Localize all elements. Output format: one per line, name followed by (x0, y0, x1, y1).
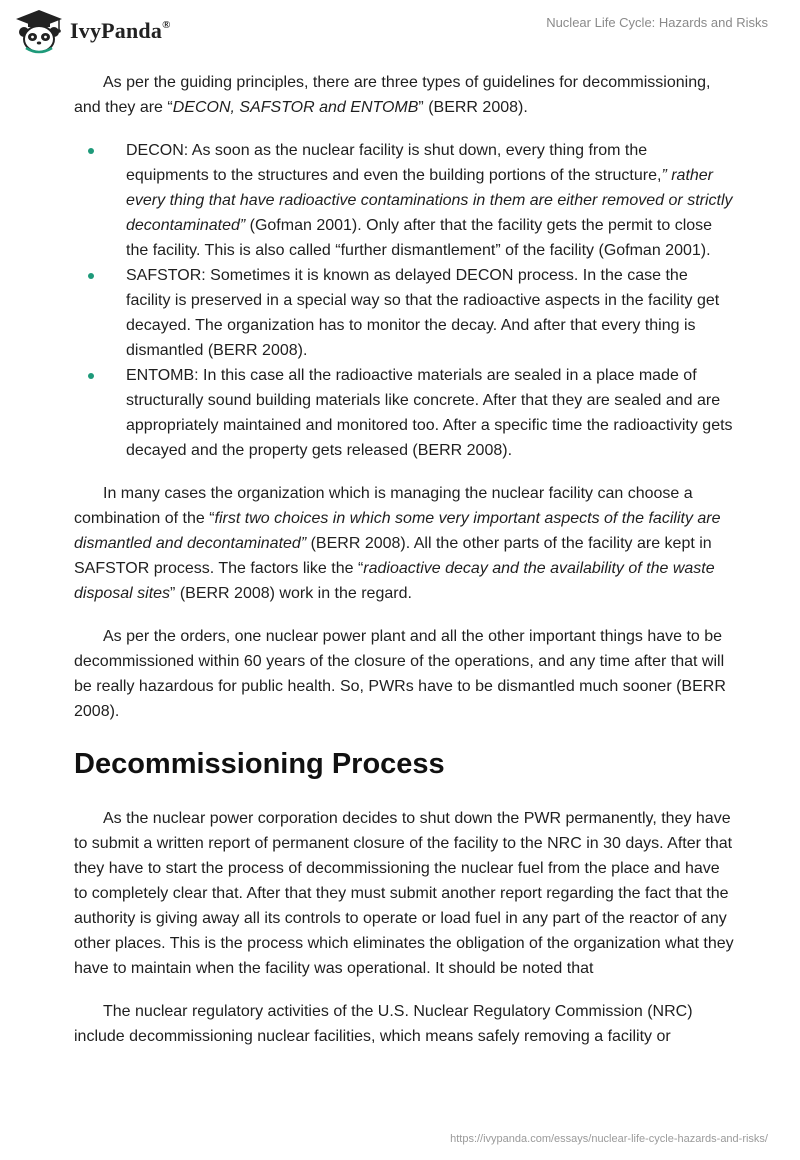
panda-graduate-icon (14, 8, 64, 54)
source-url: https://ivypanda.com/essays/nuclear-life-cycle-hazards-and-risks/ (450, 1133, 768, 1145)
bullet-dot (88, 273, 94, 279)
essay-content (74, 70, 734, 1067)
list-item-safstor: SAFSTOR: Sometimes it is known as delayed DECON process. In the case the facility is preserved in a special way so that the radioactive aspects in the facility get decayed. The organization has to monitor the decay. And after that every thing is dismantled (BERR 2008). (74, 263, 734, 363)
ivypanda-logo[interactable] (14, 8, 171, 54)
list-item-entomb: ENTOMB: In this case all the radioactive materials are sealed in a place made of structurally sound building materials like concrete. After that they are sealed and are appropriately maintained and monitored too. After a specific time the radioactivity gets decayed and the property gets released (BERR 2008). (74, 363, 734, 463)
paragraph-nrc: The nuclear regulatory activities of the U.S. Nuclear Regulatory Commission (NRC) include decommissioning nuclear facilities, which means safely removing a facility or (74, 1003, 693, 1045)
section-heading: Decommissioning Process (74, 748, 445, 780)
decommissioning-types-list (74, 138, 734, 463)
page-header (0, 0, 800, 62)
paragraph-process: As the nuclear power corporation decides to shut down the PWR permanently, they have to submit a written report of permanent closure of the facility to the NRC in 30 days. After that they have to start the process of decommissioning the nuclear fuel from the place and have to completely clear that. After that they must submit another report regarding the fact that the authority is giving away all its controls to operate or load fuel in any part of the reactor of any other places. This is the process which eliminates the obligation of the organization what they have to maintain when the facility was operational. It should be noted that (74, 810, 734, 977)
bullet-dot (88, 148, 94, 154)
document-title: Nuclear Life Cycle: Hazards and Risks (546, 15, 768, 30)
paragraph-guidelines: As per the guiding principles, there are three types of guidelines for decommissioning, and they are “DECON, SAFSTOR and ENTOMB” (BERR 2008). (74, 74, 711, 116)
list-item-decon: DECON: As soon as the nuclear facility is shut down, every thing from the equipments to the structures and even the building portions of the structure,” rather every thing that have radioactive contaminations in them are either removed or strictly decontaminated” (Gofman 2001). Only after that the facility gets the permit to close the facility. This is also called “further dismantlement” of the facility (Gofman 2001). (74, 138, 734, 263)
registered-mark: ® (162, 18, 171, 31)
brand-text: IvyPanda (70, 18, 163, 43)
paragraph-combination: In many cases the organization which is managing the nuclear facility can choose a combination of the “first two choices in which some very important aspects of the facility are dismantled and decontaminated” (BERR 2008). All the other parts of the facility are kept in SAFSTOR process. The factors like the “radioactive decay and the availability of the waste disposal sites” (BERR 2008) work in the regard. (74, 485, 721, 602)
paragraph-orders: As per the orders, one nuclear power plant and all the other important things have to be decommissioned within 60 years of the closure of the operations, and any time after that will be really hazardous for public health. So, PWRs have to be dismantled much sooner (BERR 2008). (74, 628, 726, 720)
bullet-dot (88, 373, 94, 379)
brand-name (70, 18, 171, 44)
